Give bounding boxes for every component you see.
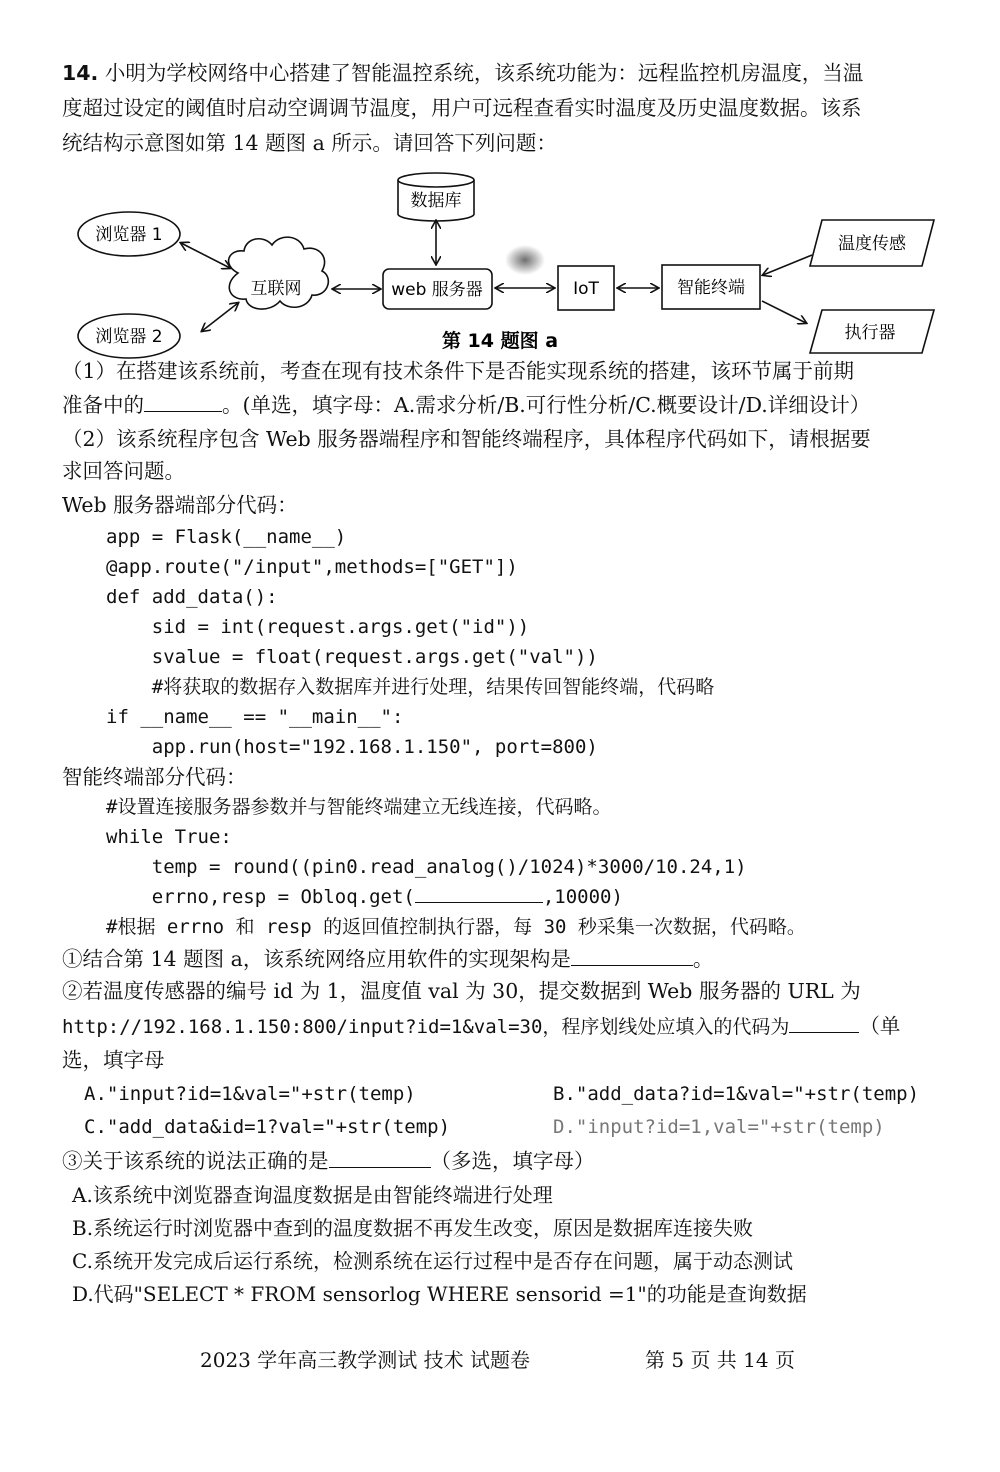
- server-code-line-8: app.run(host="192.168.1.150", port=800): [106, 736, 598, 758]
- server-code-line-7: if __name__ == "__main__":: [106, 706, 404, 728]
- question-number: 14.: [62, 61, 99, 85]
- terminal-code-line-5: #根据 errno 和 resp 的返回值控制执行器，每 30 秒采集一次数据，代码略。: [106, 916, 806, 938]
- part1-answer-blank[interactable]: [144, 393, 222, 412]
- part2-line2: 求回答问题。: [62, 459, 185, 483]
- q3-text-b: （多选，填字母）: [430, 1149, 595, 1173]
- part1-line1: （1）在搭建该系统前，考查在现有技术条件下是否能实现系统的搭建，该环节属于前期: [62, 359, 855, 383]
- server-code-line-2: @app.route("/input",methods=["GET"]): [106, 556, 518, 578]
- question-intro-line3: 统结构示意图如第 14 题图 a 所示。请回答下列问题：: [62, 131, 557, 155]
- part1-line2: [62, 390, 870, 420]
- server-code-line-4: sid = int(request.args.get("id")): [106, 616, 530, 638]
- database-label: 数据库: [410, 191, 462, 211]
- arrow-browser1-internet: [181, 243, 230, 268]
- q2-option-a[interactable]: A."input?id=1&val="+str(temp): [84, 1083, 416, 1105]
- q1-text-b: 。: [692, 947, 714, 971]
- q2-line2: [62, 1011, 900, 1042]
- terminal-code-line4-a: errno,resp = Obloq.get(: [106, 886, 415, 908]
- terminal-code-line4-b: ,10000): [542, 886, 623, 908]
- server-code-line-5: svalue = float(request.args.get("val")): [106, 646, 598, 668]
- arrow-sensor-terminal: [763, 255, 812, 275]
- browser1-label: 浏览器 1: [95, 225, 163, 245]
- internet-label: 互联网: [250, 279, 302, 299]
- terminal-label: 智能终端: [677, 278, 745, 298]
- q3-option-d[interactable]: D.代码"SELECT * FROM sensorlog WHERE sensorid =1"的功能是查询数据: [72, 1282, 807, 1306]
- web-server-label: web 服务器: [391, 280, 483, 300]
- arrow-terminal-actuator: [762, 301, 806, 323]
- actuator-label: 执行器: [844, 323, 896, 343]
- q2-option-b[interactable]: B."add_data?id=1&val="+str(temp): [553, 1083, 920, 1105]
- question-intro-line2: 度超过设定的阈值时启动空调调节温度，用户可远程查看实时温度及历史温度数据。该系: [62, 96, 862, 120]
- q1-line: [62, 944, 713, 974]
- q3-option-a[interactable]: A.该系统中浏览器查询温度数据是由智能终端进行处理: [72, 1183, 553, 1207]
- q3-line: [62, 1146, 595, 1176]
- temp-sensor-label: 温度传感: [838, 234, 906, 254]
- server-code-line-1: app = Flask(__name__): [106, 526, 347, 548]
- part1-text-b: 。(单选，填字母：A.需求分析/B.可行性分析/C.概要设计/D.详细设计）: [222, 393, 871, 417]
- diagram-caption: 第 14 题图 a: [441, 330, 559, 352]
- terminal-code-line-1: #设置连接服务器参数并与智能终端建立无线连接，代码略。: [106, 796, 612, 818]
- scan-smudge: [505, 245, 545, 275]
- q2-line3: 选，填字母: [62, 1048, 165, 1072]
- server-code-line-6: #将获取的数据存入数据库并进行处理，结果传回智能终端，代码略: [106, 676, 715, 698]
- q2-option-c[interactable]: C."add_data&id=1?val="+str(temp): [84, 1116, 451, 1138]
- arrow-browser2-internet: [202, 303, 238, 331]
- terminal-code-line-2: while True:: [106, 826, 232, 848]
- server-code-heading: Web 服务器端部分代码：: [62, 493, 298, 517]
- system-diagram: [0, 165, 1000, 365]
- q3-answer-blank[interactable]: [329, 1149, 431, 1168]
- code-answer-blank[interactable]: [415, 884, 543, 903]
- intro-text-1: 小明为学校网络中心搭建了智能温控系统，该系统功能为：远程监控机房温度，当温: [104, 61, 864, 85]
- q2-line1: ②若温度传感器的编号 id 为 1，温度值 val 为 30，提交数据到 Web 服务器的 URL 为: [62, 979, 861, 1003]
- terminal-code-heading: 智能终端部分代码：: [62, 765, 247, 789]
- q3-option-b[interactable]: B.系统运行时浏览器中查到的温度数据不再发生改变，原因是数据库连接失败: [72, 1216, 754, 1240]
- terminal-code-line-3: temp = round((pin0.read_analog()/1024)*3000/10.24,1): [106, 856, 747, 878]
- question-intro-line1: [62, 58, 863, 88]
- part2-line1: （2）该系统程序包含 Web 服务器端程序和智能终端程序，具体程序代码如下，请根据要: [62, 427, 871, 451]
- q3-text-a: ③关于该系统的说法正确的是: [62, 1149, 329, 1173]
- server-code-line-3: def add_data():: [106, 586, 278, 608]
- q2-answer-blank[interactable]: [789, 1014, 859, 1033]
- footer-page-number: 第 5 页 共 14 页: [645, 1348, 795, 1372]
- footer-title: 2023 学年高三教学测试 技术 试题卷: [200, 1348, 530, 1372]
- terminal-code-line-4: [106, 882, 623, 912]
- q1-answer-blank[interactable]: [571, 947, 693, 966]
- part1-text-a: 准备中的: [62, 393, 144, 417]
- q2-option-d[interactable]: D."input?id=1,val="+str(temp): [553, 1116, 885, 1138]
- iot-label: IoT: [573, 279, 599, 299]
- q2-url-text: http://192.168.1.150:800/input?id=1&val=30，程序划线处应填入的代码为: [62, 1016, 790, 1038]
- q3-option-c[interactable]: C.系统开发完成后运行系统，检测系统在运行过程中是否存在问题，属于动态测试: [72, 1249, 793, 1273]
- browser2-label: 浏览器 2: [95, 327, 163, 347]
- q2-text-b: （单: [859, 1014, 901, 1038]
- q1-text-a: ①结合第 14 题图 a，该系统网络应用软件的实现架构是: [62, 947, 571, 971]
